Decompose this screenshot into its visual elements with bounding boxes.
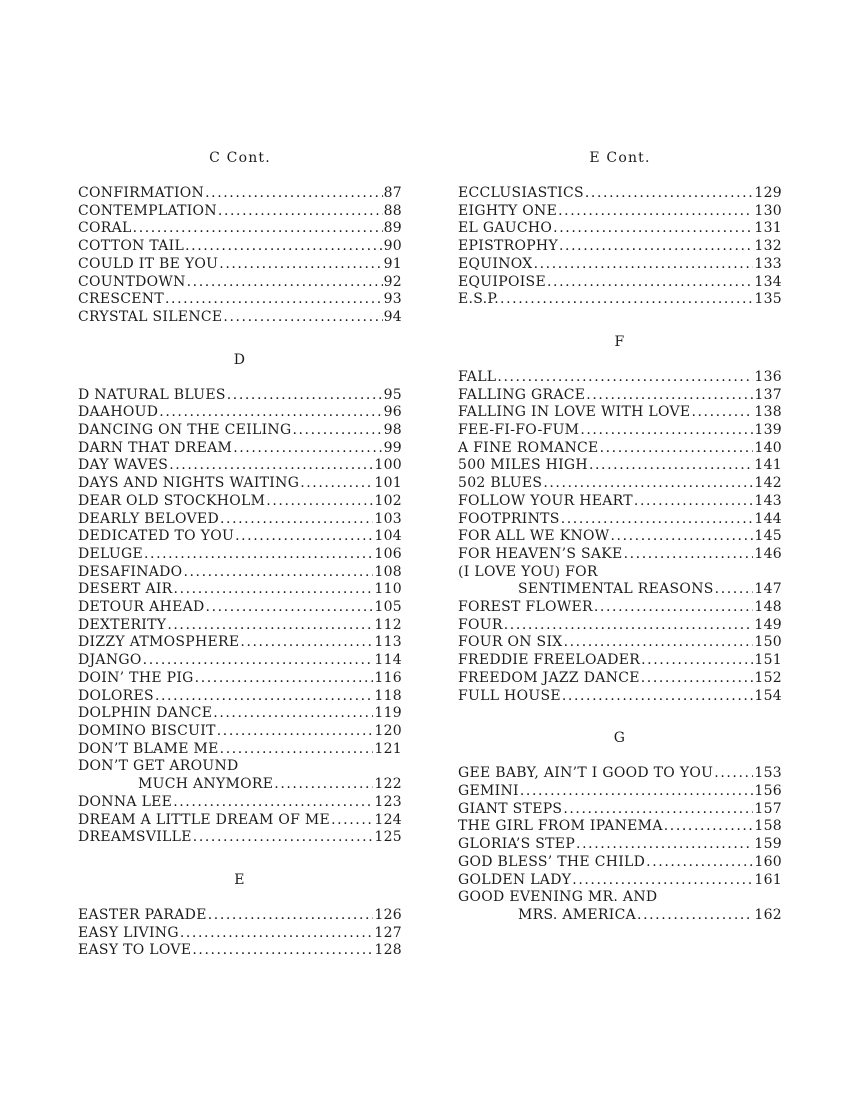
dot-leader xyxy=(169,457,373,475)
entry-page-number: 89 xyxy=(383,220,402,237)
entry-page-number: 108 xyxy=(374,563,402,580)
entry-title: DAAHOUD xyxy=(78,404,159,421)
dot-leader xyxy=(715,581,754,599)
toc-entry xyxy=(458,203,782,221)
toc-entry xyxy=(458,422,782,440)
toc-entry xyxy=(78,907,402,925)
section-header: F xyxy=(614,333,626,350)
toc-entry xyxy=(78,185,402,203)
entry-page-number: 134 xyxy=(754,273,782,290)
entry-title: CORAL xyxy=(78,220,132,237)
entry-page-number: 104 xyxy=(374,528,402,545)
toc-entry xyxy=(458,783,782,801)
toc-entry xyxy=(78,599,402,617)
entry-title: SENTIMENTAL REASONS xyxy=(518,581,714,598)
entry-title: DETOUR AHEAD xyxy=(78,599,205,616)
dot-leader xyxy=(185,238,382,256)
entry-title: EASY TO LOVE xyxy=(78,942,192,959)
entry-page-number: 87 xyxy=(383,185,402,201)
entry-title: COTTON TAIL xyxy=(78,238,185,255)
toc-entry xyxy=(78,670,402,688)
toc-entry xyxy=(458,836,782,854)
entry-page-number: 129 xyxy=(754,185,782,201)
dot-leader xyxy=(534,256,754,274)
entry-title: DREAMSVILLE xyxy=(78,829,192,846)
dot-leader xyxy=(646,854,753,872)
entry-title: FULL HOUSE xyxy=(458,687,561,704)
section-entries xyxy=(458,369,782,705)
entry-page-number: 120 xyxy=(374,722,402,739)
dot-leader xyxy=(624,546,754,564)
entry-title: FALLING IN LOVE WITH LOVE xyxy=(458,404,691,421)
section-entries xyxy=(458,765,782,924)
dot-leader xyxy=(233,440,382,458)
toc-entry xyxy=(458,457,782,475)
section-header: E xyxy=(234,871,246,888)
dot-leader xyxy=(561,511,754,529)
dot-leader xyxy=(563,801,753,819)
dot-leader xyxy=(206,599,374,617)
toc-entry xyxy=(458,404,782,422)
dot-leader xyxy=(266,493,373,511)
entry-title: FOOTPRINTS xyxy=(458,510,560,527)
entry-page-number: 151 xyxy=(754,652,782,669)
entry-title: GIANT STEPS xyxy=(458,800,563,817)
entry-page-number: 95 xyxy=(383,386,402,403)
section-entries xyxy=(78,387,402,847)
entry-title: FALLING GRACE xyxy=(458,386,586,403)
toc-entry xyxy=(78,581,402,599)
entry-title: FREDDIE FREELOADER xyxy=(458,652,641,669)
entry-title: DARN THAT DREAM xyxy=(78,439,233,456)
entry-title: EL GAUCHO xyxy=(458,220,553,237)
dot-leader xyxy=(576,836,753,854)
toc-entry xyxy=(78,564,402,582)
dot-leader xyxy=(274,776,373,794)
entry-page-number: 105 xyxy=(374,599,402,616)
entry-page-number: 130 xyxy=(754,202,782,219)
entry-page-number: 88 xyxy=(383,202,402,219)
dot-leader xyxy=(553,220,753,238)
entry-title: DAY WAVES xyxy=(78,457,169,474)
toc-entry xyxy=(458,238,782,256)
toc-entry xyxy=(458,634,782,652)
entry-page-number: 146 xyxy=(754,545,782,562)
entry-page-number: 106 xyxy=(374,545,402,562)
toc-entry xyxy=(78,511,402,529)
entry-title: DJANGO xyxy=(78,652,142,669)
entry-title: EASTER PARADE xyxy=(78,906,207,923)
entry-page-number: 92 xyxy=(383,273,402,290)
entry-page-number: 116 xyxy=(374,669,402,686)
entry-title: E.S.P. xyxy=(458,291,500,308)
dot-leader xyxy=(235,528,373,546)
entry-page-number: 113 xyxy=(374,634,402,651)
toc-entry xyxy=(458,369,782,387)
dot-leader xyxy=(133,220,383,238)
toc-entry xyxy=(458,220,782,238)
dot-leader xyxy=(192,942,373,960)
toc-entry xyxy=(458,256,782,274)
entry-title: DEDICATED TO YOU xyxy=(78,528,235,545)
toc-column-left xyxy=(78,149,402,960)
toc-entry xyxy=(78,238,402,256)
dot-leader xyxy=(497,369,753,387)
entry-title: CONFIRMATION xyxy=(78,185,205,201)
entry-page-number: 140 xyxy=(754,439,782,456)
dot-leader xyxy=(634,493,753,511)
dot-leader xyxy=(217,723,374,741)
toc-entry xyxy=(458,387,782,405)
entry-title: DELUGE xyxy=(78,545,143,562)
entry-page-number: 154 xyxy=(754,687,782,704)
toc-column-right xyxy=(458,149,782,925)
dot-leader xyxy=(227,387,383,405)
entry-title: FOR HEAVEN’S SAKE xyxy=(458,545,623,562)
entry-title: DOMINO BISCUIT xyxy=(78,722,216,739)
dot-leader xyxy=(173,794,373,812)
entry-page-number: 131 xyxy=(754,220,782,237)
entry-title: CONTEMPLATION xyxy=(78,202,217,219)
dot-leader xyxy=(610,528,753,546)
entry-title: GOLDEN LADY xyxy=(458,871,572,888)
dot-leader xyxy=(691,404,753,422)
entry-title: FALL xyxy=(458,368,497,385)
entry-title: MRS. AMERICA xyxy=(518,906,637,923)
entry-page-number: 128 xyxy=(374,942,402,959)
entry-page-number: 153 xyxy=(754,765,782,782)
toc-entry xyxy=(458,872,782,890)
entry-title: DONNA LEE xyxy=(78,793,173,810)
entry-title: CRESCENT xyxy=(78,291,164,308)
entry-page-number: 93 xyxy=(383,291,402,308)
dot-leader xyxy=(195,670,374,688)
entry-title: GEE BABY, AIN’T I GOOD TO YOU xyxy=(458,765,714,782)
toc-entry xyxy=(458,801,782,819)
toc-entry xyxy=(458,440,782,458)
entry-page-number: 148 xyxy=(754,599,782,616)
dot-leader xyxy=(331,812,373,830)
entry-title: GOD BLESS’ THE CHILD xyxy=(458,853,646,870)
entry-page-number: 91 xyxy=(383,255,402,272)
dot-leader xyxy=(520,783,754,801)
entry-page-number: 139 xyxy=(754,422,782,439)
toc-entry xyxy=(78,617,402,635)
toc-entry xyxy=(78,220,402,238)
toc-entry xyxy=(458,185,782,203)
section-entries xyxy=(78,185,402,327)
entry-title: DANCING ON THE CEILING xyxy=(78,422,292,439)
entry-page-number: 118 xyxy=(374,687,402,704)
entry-title: DON’T BLAME ME xyxy=(78,740,219,757)
entry-title: DAYS AND NIGHTS WAITING xyxy=(78,475,300,492)
entry-title: DIZZY ATMOSPHERE xyxy=(78,634,240,651)
toc-entry xyxy=(78,546,402,564)
entry-page-number: 99 xyxy=(383,439,402,456)
toc-entry xyxy=(78,291,402,309)
toc-entry xyxy=(78,493,402,511)
entry-page-number: 162 xyxy=(754,906,782,923)
toc-entry xyxy=(458,599,782,617)
toc-entry xyxy=(458,528,782,546)
entry-page-number: 124 xyxy=(374,811,402,828)
entry-page-number: 122 xyxy=(374,776,402,793)
entry-page-number: 135 xyxy=(754,291,782,308)
entry-page-number: 133 xyxy=(754,255,782,272)
entry-page-number: 150 xyxy=(754,634,782,651)
toc-entry xyxy=(458,765,782,783)
entry-title: EQUINOX xyxy=(458,255,533,272)
entry-page-number: 102 xyxy=(374,492,402,509)
entry-title: COULD IT BE YOU xyxy=(78,255,219,272)
dot-leader xyxy=(572,872,753,890)
entry-page-number: 138 xyxy=(754,404,782,421)
dot-leader xyxy=(547,274,753,292)
dot-leader xyxy=(637,907,753,925)
toc-entry xyxy=(78,203,402,221)
toc-entry xyxy=(458,546,782,564)
toc-entry xyxy=(78,705,402,723)
dot-leader xyxy=(589,457,753,475)
entry-title-first-line: DON’T GET AROUND xyxy=(78,758,239,775)
entry-title: DESAFINADO xyxy=(78,563,183,580)
entry-title: CRYSTAL SILENCE xyxy=(78,308,223,325)
dot-leader xyxy=(594,599,754,617)
entry-title: FOUR xyxy=(458,616,503,633)
toc-entry xyxy=(78,741,402,759)
entry-page-number: 160 xyxy=(754,853,782,870)
toc-entry xyxy=(78,440,402,458)
dot-leader xyxy=(213,705,373,723)
entry-title: THE GIRL FROM IPANEMA xyxy=(458,818,663,835)
entry-title: DEAR OLD STOCKHOLM xyxy=(78,492,266,509)
toc-entry xyxy=(458,617,782,635)
entry-page-number: 96 xyxy=(383,404,402,421)
entry-page-number: 156 xyxy=(754,782,782,799)
toc-entry xyxy=(78,723,402,741)
entry-title-first-line: (I LOVE YOU) FOR xyxy=(458,563,598,580)
toc-entry xyxy=(78,688,402,706)
toc-entry xyxy=(78,925,402,943)
toc-entry xyxy=(78,528,402,546)
entry-page-number: 94 xyxy=(383,308,402,325)
entry-page-number: 125 xyxy=(374,829,402,846)
entry-title: FOUR ON SIX xyxy=(458,634,563,651)
toc-entry xyxy=(458,854,782,872)
entry-page-number: 143 xyxy=(754,492,782,509)
toc-entry xyxy=(458,688,782,706)
toc-entry xyxy=(78,274,402,292)
toc-entry xyxy=(458,274,782,292)
dot-leader xyxy=(183,564,373,582)
toc-entry xyxy=(78,422,402,440)
entry-page-number: 152 xyxy=(754,669,782,686)
section-header: D xyxy=(233,351,247,368)
entry-title: DOLORES xyxy=(78,687,154,704)
dot-leader xyxy=(580,422,753,440)
dot-leader xyxy=(167,617,373,635)
entry-page-number: 103 xyxy=(374,510,402,527)
entry-title: DEARLY BELOVED xyxy=(78,510,219,527)
dot-leader xyxy=(562,688,754,706)
toc-entry xyxy=(458,511,782,529)
entry-title: MUCH ANYMORE xyxy=(138,776,274,793)
toc-entry xyxy=(78,634,402,652)
entry-title: FOR ALL WE KNOW xyxy=(458,528,610,545)
entry-page-number: 142 xyxy=(754,475,782,492)
entry-title: DEXTERITY xyxy=(78,616,167,633)
entry-page-number: 112 xyxy=(374,616,402,633)
entry-title: EIGHTY ONE xyxy=(458,202,558,219)
dot-leader xyxy=(585,185,754,203)
dot-leader xyxy=(159,404,382,422)
entry-title: FOLLOW YOUR HEART xyxy=(458,492,633,509)
dot-leader xyxy=(292,422,382,440)
entry-page-number: 159 xyxy=(754,836,782,853)
entry-title: FREEDOM JAZZ DANCE xyxy=(458,669,640,686)
entry-page-number: 100 xyxy=(374,457,402,474)
entry-title: DOLPHIN DANCE xyxy=(78,705,213,722)
dot-leader xyxy=(714,765,753,783)
toc-entry xyxy=(458,670,782,688)
entry-page-number: 98 xyxy=(383,422,402,439)
entry-title: DESERT AIR xyxy=(78,581,173,598)
dot-leader xyxy=(641,670,754,688)
section-entries xyxy=(458,185,782,309)
entry-page-number: 132 xyxy=(754,238,782,255)
entry-title: EPISTROPHY xyxy=(458,238,558,255)
toc-entry xyxy=(78,942,402,960)
dot-leader xyxy=(144,546,373,564)
dot-leader xyxy=(180,925,374,943)
dot-leader xyxy=(165,291,383,309)
entry-page-number: 158 xyxy=(754,818,782,835)
entry-page-number: 157 xyxy=(754,800,782,817)
toc-entry xyxy=(78,475,402,493)
dot-leader xyxy=(143,652,374,670)
entry-page-number: 101 xyxy=(374,475,402,492)
dot-leader xyxy=(641,652,753,670)
entry-page-number: 110 xyxy=(374,581,402,598)
toc-entry xyxy=(138,776,402,794)
entry-title: DOIN’ THE PIG xyxy=(78,669,194,686)
dot-leader xyxy=(193,829,374,847)
toc-entry xyxy=(458,652,782,670)
dot-leader xyxy=(223,309,382,327)
dot-leader xyxy=(504,617,754,635)
dot-leader xyxy=(220,511,373,529)
toc-entry xyxy=(458,475,782,493)
toc-entry xyxy=(78,652,402,670)
entry-page-number: 126 xyxy=(374,906,402,923)
toc-entry xyxy=(518,907,782,925)
entry-page-number: 123 xyxy=(374,793,402,810)
dot-leader xyxy=(600,440,754,458)
dot-leader xyxy=(559,238,753,256)
section-header: E Cont. xyxy=(589,150,651,166)
toc-entry xyxy=(78,404,402,422)
toc-entry xyxy=(78,794,402,812)
dot-leader xyxy=(564,634,754,652)
dot-leader xyxy=(218,203,383,221)
entry-title: DREAM A LITTLE DREAM OF ME xyxy=(78,811,331,828)
entry-page-number: 119 xyxy=(374,705,402,722)
dot-leader xyxy=(208,907,374,925)
dot-leader xyxy=(240,634,373,652)
toc-entry xyxy=(78,829,402,847)
toc-entry xyxy=(78,457,402,475)
entry-page-number: 137 xyxy=(754,386,782,403)
toc-entry xyxy=(78,256,402,274)
toc-entry xyxy=(458,291,782,309)
toc-entry xyxy=(78,812,402,830)
entry-title: A FINE ROMANCE xyxy=(458,439,599,456)
dot-leader xyxy=(219,256,382,274)
entry-title: GEMINI xyxy=(458,782,519,799)
dot-leader xyxy=(205,185,382,203)
entry-title: 500 MILES HIGH xyxy=(458,457,588,474)
dot-leader xyxy=(187,274,383,292)
entry-page-number: 161 xyxy=(754,871,782,888)
dot-leader xyxy=(155,688,373,706)
dot-leader xyxy=(558,203,753,221)
entry-page-number: 149 xyxy=(754,616,782,633)
entry-page-number: 121 xyxy=(374,740,402,757)
entry-page-number: 145 xyxy=(754,528,782,545)
entry-title: ECCLUSIASTICS xyxy=(458,185,584,201)
dot-leader xyxy=(543,475,753,493)
entry-page-number: 147 xyxy=(754,581,782,598)
entry-title: FOREST FLOWER xyxy=(458,599,593,616)
entry-page-number: 136 xyxy=(754,368,782,385)
entry-page-number: 144 xyxy=(754,510,782,527)
toc-entry xyxy=(78,309,402,327)
toc-entry xyxy=(518,581,782,599)
dot-leader xyxy=(220,741,374,759)
dot-leader xyxy=(664,818,754,836)
entry-title: EQUIPOISE xyxy=(458,273,546,290)
dot-leader xyxy=(500,291,753,309)
section-header: G xyxy=(613,730,627,747)
toc-entry xyxy=(458,493,782,511)
entry-title: D NATURAL BLUES xyxy=(78,386,226,403)
entry-title: FEE-FI-FO-FUM xyxy=(458,422,580,439)
entry-page-number: 127 xyxy=(374,924,402,941)
entry-title: GLORIA’S STEP xyxy=(458,836,576,853)
dot-leader xyxy=(586,387,753,405)
toc-entry xyxy=(458,818,782,836)
entry-page-number: 114 xyxy=(374,652,402,669)
entry-title: COUNTDOWN xyxy=(78,273,186,290)
entry-title-first-line: GOOD EVENING MR. AND xyxy=(458,889,658,906)
section-entries xyxy=(78,907,402,960)
entry-title: 502 BLUES xyxy=(458,475,543,492)
section-header: C Cont. xyxy=(209,150,271,166)
dot-leader xyxy=(300,475,373,493)
entry-title: EASY LIVING xyxy=(78,924,179,941)
entry-page-number: 90 xyxy=(383,238,402,255)
dot-leader xyxy=(174,581,374,599)
toc-entry xyxy=(78,387,402,405)
entry-page-number: 141 xyxy=(754,457,782,474)
